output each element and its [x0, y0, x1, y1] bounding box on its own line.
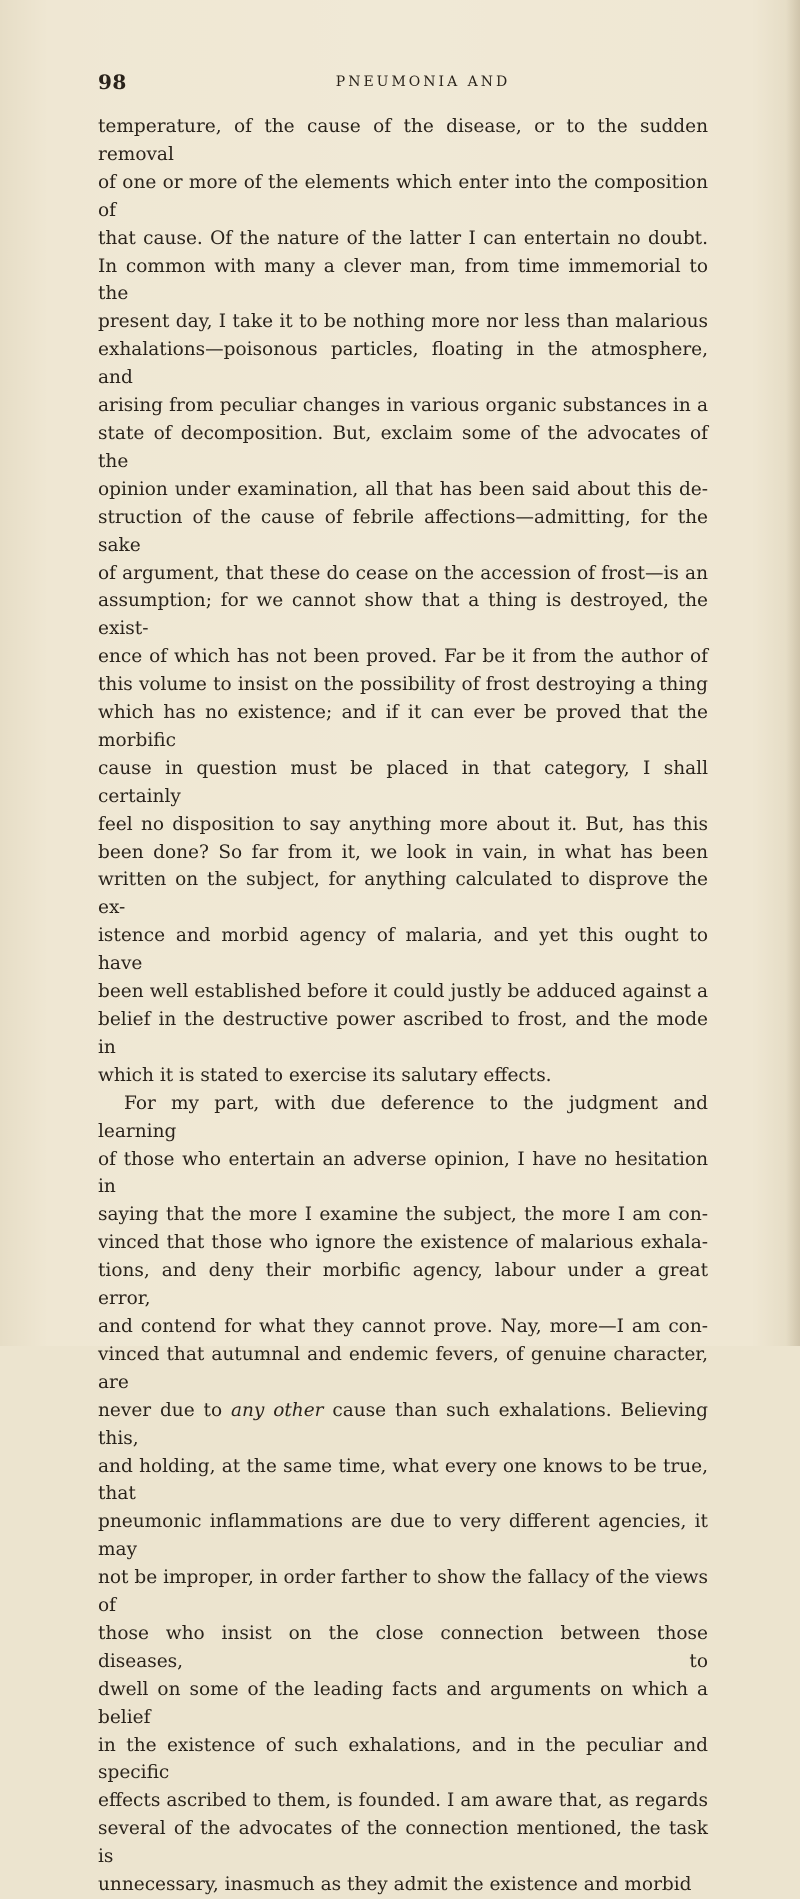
text-line: written on the subject, for anything calculated to disprove the ex-: [98, 869, 708, 919]
text-line: pneumonic inflammations are due to very different agencies, it may: [98, 1511, 708, 1561]
text-line: dwell on some of the leading facts and arguments on which a belief: [98, 1678, 708, 1728]
text-line: effects ascribed to them, is founded. I am aware that, as regards: [98, 1790, 708, 1812]
text-line: opinion under examination, all that has been said about this de-: [98, 478, 708, 500]
text-line: and contend for what they cannot prove. Nay, more—I am con-: [98, 1315, 708, 1337]
text-line: in the existence of such exhalations, and in the peculiar and specific: [98, 1734, 708, 1784]
text-line: exhalations—poisonous particles, floating in the atmosphere, and: [98, 339, 708, 389]
text-segment: cause than such exhalations. Believing this,: [98, 1399, 708, 1449]
text-line: temperature, of the cause of the disease, or to the sudden removal: [98, 116, 708, 165]
italic-phrase: any other: [230, 1399, 324, 1421]
text-line: In common with many a clever man, from time immemorial to the: [98, 255, 708, 305]
text-line: of one or more of the elements which enter into the composition of: [98, 171, 708, 221]
text-line: of argument, that these do cease on the accession of frost—is an: [98, 562, 708, 584]
text-line: cause in question must be placed in that category, I shall certainly: [98, 757, 708, 807]
text-line: For my part, with due deference to the judgment and learning: [98, 1092, 708, 1142]
text-line: struction of the cause of febrile affections—admitting, for the sake: [98, 506, 708, 556]
text-line: belief in the destructive power ascribed to frost, and the mode in: [98, 1009, 708, 1058]
text-line: not be improper, in order farther to show the fallacy of the views of: [98, 1567, 708, 1617]
text-line: arising from peculiar changes in various organic substances in a: [98, 395, 708, 417]
running-head: [98, 70, 708, 100]
text-line: assumption; for we cannot show that a thing is destroyed, the exist-: [98, 590, 708, 640]
text-line: been done? So far from it, we look in vain, in what has been: [98, 841, 708, 863]
text-line: which it is stated to exercise its salutary effects.: [98, 1064, 552, 1086]
text-line: vinced that those who ignore the existence of malarious exhala-: [98, 1232, 708, 1254]
text-line: which has no existence; and if it can ever be proved that the morbific: [98, 702, 708, 751]
text-line: that cause. Of the nature of the latter I can entertain no doubt.: [98, 227, 708, 249]
text-line: saying that the more I examine the subject, the more I am con-: [98, 1204, 708, 1226]
text-line: vinced that autumnal and endemic fevers, of genuine character, are: [98, 1343, 708, 1393]
page-edge-shadow: [786, 0, 800, 1346]
text-line: present day, I take it to be nothing more nor less than malarious: [98, 311, 708, 333]
text-line: those who insist on the close connection between those diseases, to: [98, 1622, 708, 1672]
text-line: of those who entertain an adverse opinion, I have no hesitation in: [98, 1148, 708, 1198]
text-line: been well established before it could justly be adduced against a: [98, 981, 708, 1003]
text-line: unnecessary, inasmuch as they admit the existence and morbid: [98, 1874, 692, 1896]
text-line: tions, and deny their morbific agency, labour under a great error,: [98, 1260, 708, 1310]
text-line: and holding, at the same time, what every one knows to be true, that: [98, 1455, 708, 1505]
text-line: feel no disposition to say anything more about it. But, has this: [98, 813, 708, 835]
text-line: state of decomposition. But, exclaim some of the advocates of the: [98, 422, 708, 472]
text-line: this volume to insist on the possibility of frost destroying a thing: [98, 674, 708, 696]
running-title: PNEUMONIA AND: [335, 74, 511, 90]
text-line: [98, 1397, 708, 1453]
page-number: 98: [98, 70, 127, 94]
body-text: [98, 113, 708, 1899]
text-line: ence of which has not been proved. Far be it from the author of: [98, 646, 708, 668]
text-line: several of the advocates of the connection mentioned, the task is: [98, 1818, 708, 1868]
text-line: istence and morbid agency of malaria, and yet this ought to have: [98, 925, 708, 975]
text-segment: never due to: [98, 1399, 231, 1421]
